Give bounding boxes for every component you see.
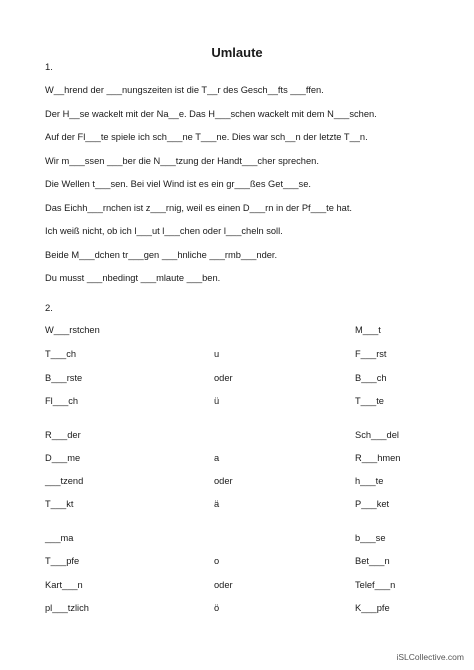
vowel-option: o — [214, 556, 220, 566]
word-left: R___der — [45, 430, 81, 440]
word-right: T___te — [355, 396, 384, 406]
word-right: R___hmen — [355, 453, 401, 463]
word-row — [45, 476, 435, 490]
section-1-sentences — [45, 83, 445, 295]
word-right: P___ket — [355, 499, 390, 509]
word-left: ___ma — [45, 533, 74, 543]
vowel-option: oder — [214, 580, 233, 590]
word-row — [45, 556, 435, 570]
sentence-8: Beide M___dchen tr___gen ___hnliche ___rmb___nder. — [45, 249, 278, 260]
watermark-footer: iSLCollective.com — [396, 652, 464, 662]
word-right: B___ch — [355, 373, 387, 383]
word-left: T___pfe — [45, 556, 80, 566]
word-row — [45, 603, 435, 617]
sentence-9: Du musst ___nbedingt ___mlaute ___ben. — [45, 273, 221, 283]
word-right: Sch___del — [355, 430, 399, 440]
vowel-option: ä — [214, 499, 220, 509]
word-left: B___rste — [45, 373, 83, 383]
word-right: F___rst — [355, 349, 387, 359]
word-row — [45, 396, 435, 410]
sentence-2: Der H__se wackelt mit der Na__e. Das H___schen wackelt mit dem N___schen. — [45, 108, 377, 119]
word-row — [45, 373, 435, 387]
vowel-option: oder — [214, 476, 233, 486]
vowel-option: u — [214, 349, 220, 359]
word-right: Bet___n — [355, 556, 390, 566]
sentence-3: Auf der Fl___te spiele ich sch___ne T___ne. Dies war sch__n der letzte T__n. — [45, 132, 368, 142]
word-row — [45, 430, 435, 444]
sentence-6: Das Eichh___rnchen ist z___rnig, weil es einen D___rn in der Pf___te hat. — [45, 202, 352, 213]
word-left: Fl___ch — [45, 396, 79, 406]
word-left: Kart___n — [45, 580, 83, 590]
word-right: b___se — [355, 533, 386, 543]
word-left: T___kt — [45, 499, 74, 509]
word-left: W___rstchen — [45, 325, 100, 335]
word-row — [45, 499, 435, 513]
word-row — [45, 580, 435, 594]
section-2-number: 2. — [45, 303, 53, 314]
sentence-7: Ich weiß nicht, ob ich l___ut l___chen oder l___cheln soll. — [45, 226, 283, 236]
word-right: M___t — [355, 325, 381, 335]
word-right: h___te — [355, 476, 384, 486]
word-row — [45, 453, 435, 467]
word-right: K___pfe — [355, 603, 390, 613]
page-title: Umlaute — [211, 45, 263, 60]
word-left: D___me — [45, 453, 81, 463]
vowel-option: a — [214, 453, 220, 463]
word-left: T___ch — [45, 349, 77, 359]
word-left: ___tzend — [45, 476, 84, 486]
word-row — [45, 533, 435, 547]
vowel-option: ü — [214, 396, 220, 406]
word-left: pl___tzlich — [45, 603, 89, 613]
word-right: Telef___n — [355, 580, 396, 590]
vowel-option: oder — [214, 373, 233, 383]
vowel-option: ö — [214, 603, 220, 613]
section-1-number: 1. — [45, 62, 53, 73]
sentence-1: W__hrend der ___nungszeiten ist die T__r des Gesch__fts ___ffen. — [45, 85, 324, 95]
sentence-5: Die Wellen t___sen. Bei viel Wind ist es ein gr___ßes Get___se. — [45, 179, 311, 189]
word-row — [45, 325, 435, 339]
word-row — [45, 349, 435, 363]
sentence-4: Wir m___ssen ___ber die N___tzung der Handt___cher sprechen. — [45, 155, 319, 166]
